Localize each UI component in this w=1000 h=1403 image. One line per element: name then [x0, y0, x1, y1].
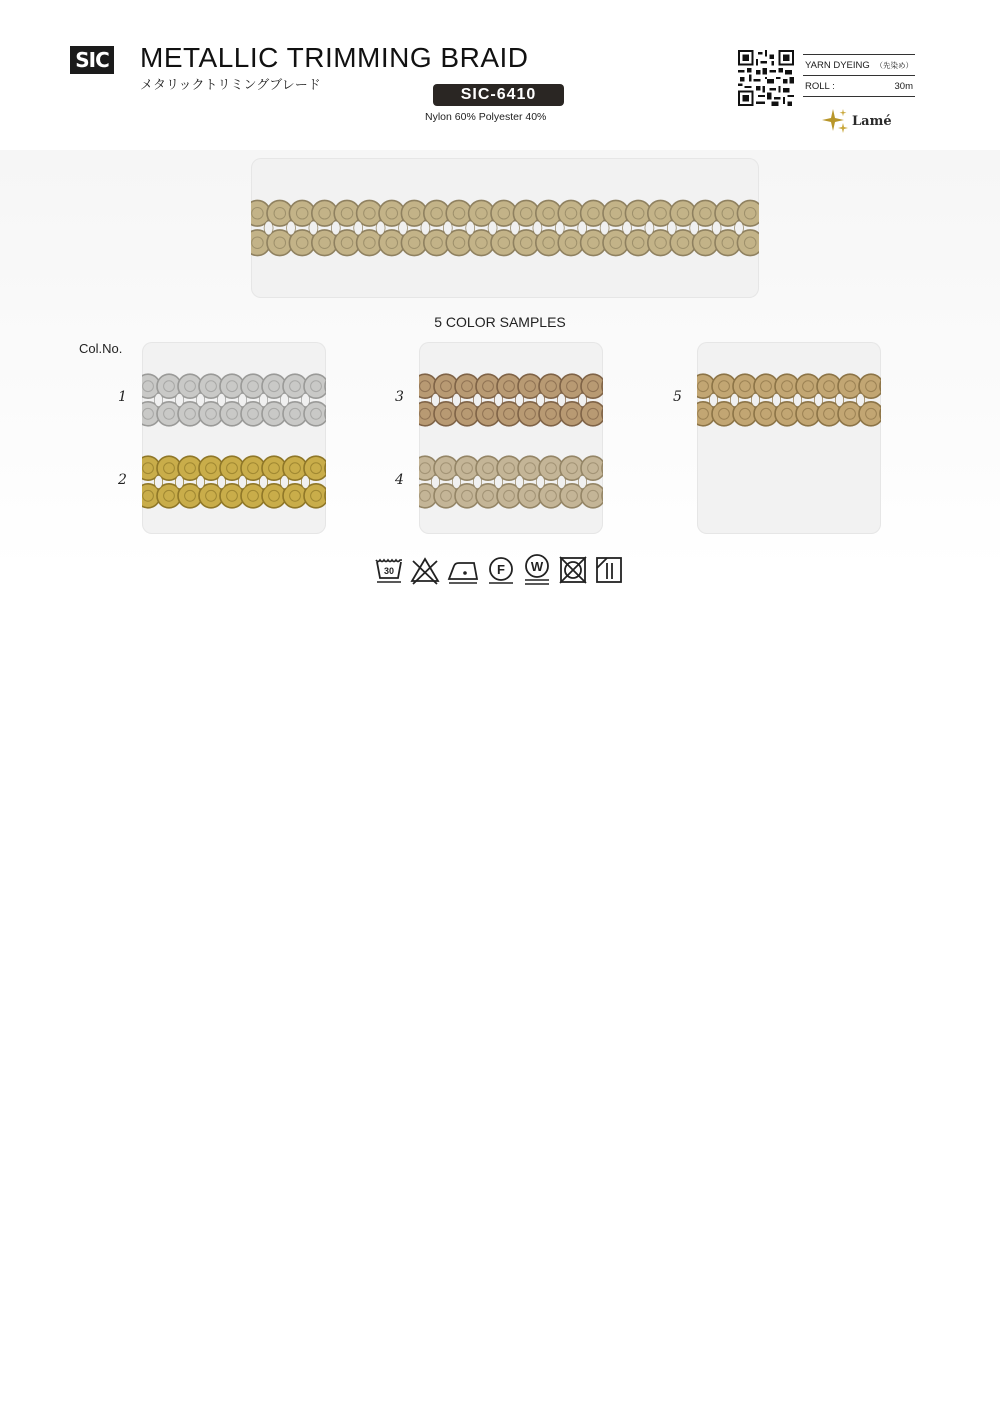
- qr-code-icon: [738, 50, 794, 106]
- swatch-panel-5: [697, 342, 881, 534]
- braid-swatch-1: [142, 370, 326, 430]
- main-braid-image: [251, 196, 759, 260]
- col-number-3: 3: [395, 389, 404, 405]
- no-tumble-dry-icon: [558, 554, 588, 586]
- spec-table: [803, 54, 915, 97]
- svg-text:F: F: [497, 562, 505, 577]
- wash-temp: 30: [383, 566, 395, 576]
- roll-label: ROLL :: [805, 80, 835, 92]
- spec-row-roll: [803, 75, 915, 97]
- braid-swatch-3: [419, 370, 603, 430]
- material-composition: Nylon 60% Polyester 40%: [425, 111, 547, 123]
- braid-swatch-4: [419, 452, 603, 512]
- iron-low-icon: [446, 554, 480, 586]
- col-number-5: 5: [673, 389, 682, 405]
- col-no-label: Col.No.: [79, 341, 123, 356]
- samples-heading: 5 COLOR SAMPLES: [434, 314, 566, 330]
- japanese-subtitle: メタリックトリミングブレード: [140, 77, 321, 92]
- page-title: METALLIC TRIMMING BRAID: [140, 42, 529, 73]
- roll-value: 30m: [894, 80, 913, 92]
- svg-text:W: W: [530, 559, 544, 574]
- care-instructions: [374, 553, 624, 587]
- product-code: SIC-6410: [460, 86, 537, 103]
- col-number-2: 2: [118, 472, 127, 488]
- logo-text: SIC: [75, 48, 109, 72]
- lame-badge: [822, 108, 892, 134]
- yarn-dyeing-note: （先染め）: [875, 60, 913, 70]
- lame-label: Lamé: [852, 113, 892, 129]
- col-number-1: 1: [118, 389, 127, 405]
- braid-swatch-5: [697, 370, 881, 430]
- brand-logo: [70, 46, 114, 74]
- product-code-badge: [433, 84, 564, 106]
- swatch-panel-3-4: [419, 342, 603, 534]
- no-bleach-icon: [410, 554, 440, 586]
- drip-dry-shade-icon: [594, 554, 624, 586]
- braid-swatch-2: [142, 452, 326, 512]
- main-sample-panel: [251, 158, 759, 298]
- col-number-4: 4: [395, 472, 404, 488]
- wash-30-icon: [374, 554, 404, 586]
- wetclean-w-icon: [522, 553, 552, 587]
- dryclean-f-icon: [486, 554, 516, 586]
- swatch-panel-1-2: [142, 342, 326, 534]
- sparkle-icon: [822, 108, 848, 134]
- yarn-dyeing-label: YARN DYEING: [805, 59, 870, 71]
- spec-row-yarn: [803, 54, 915, 75]
